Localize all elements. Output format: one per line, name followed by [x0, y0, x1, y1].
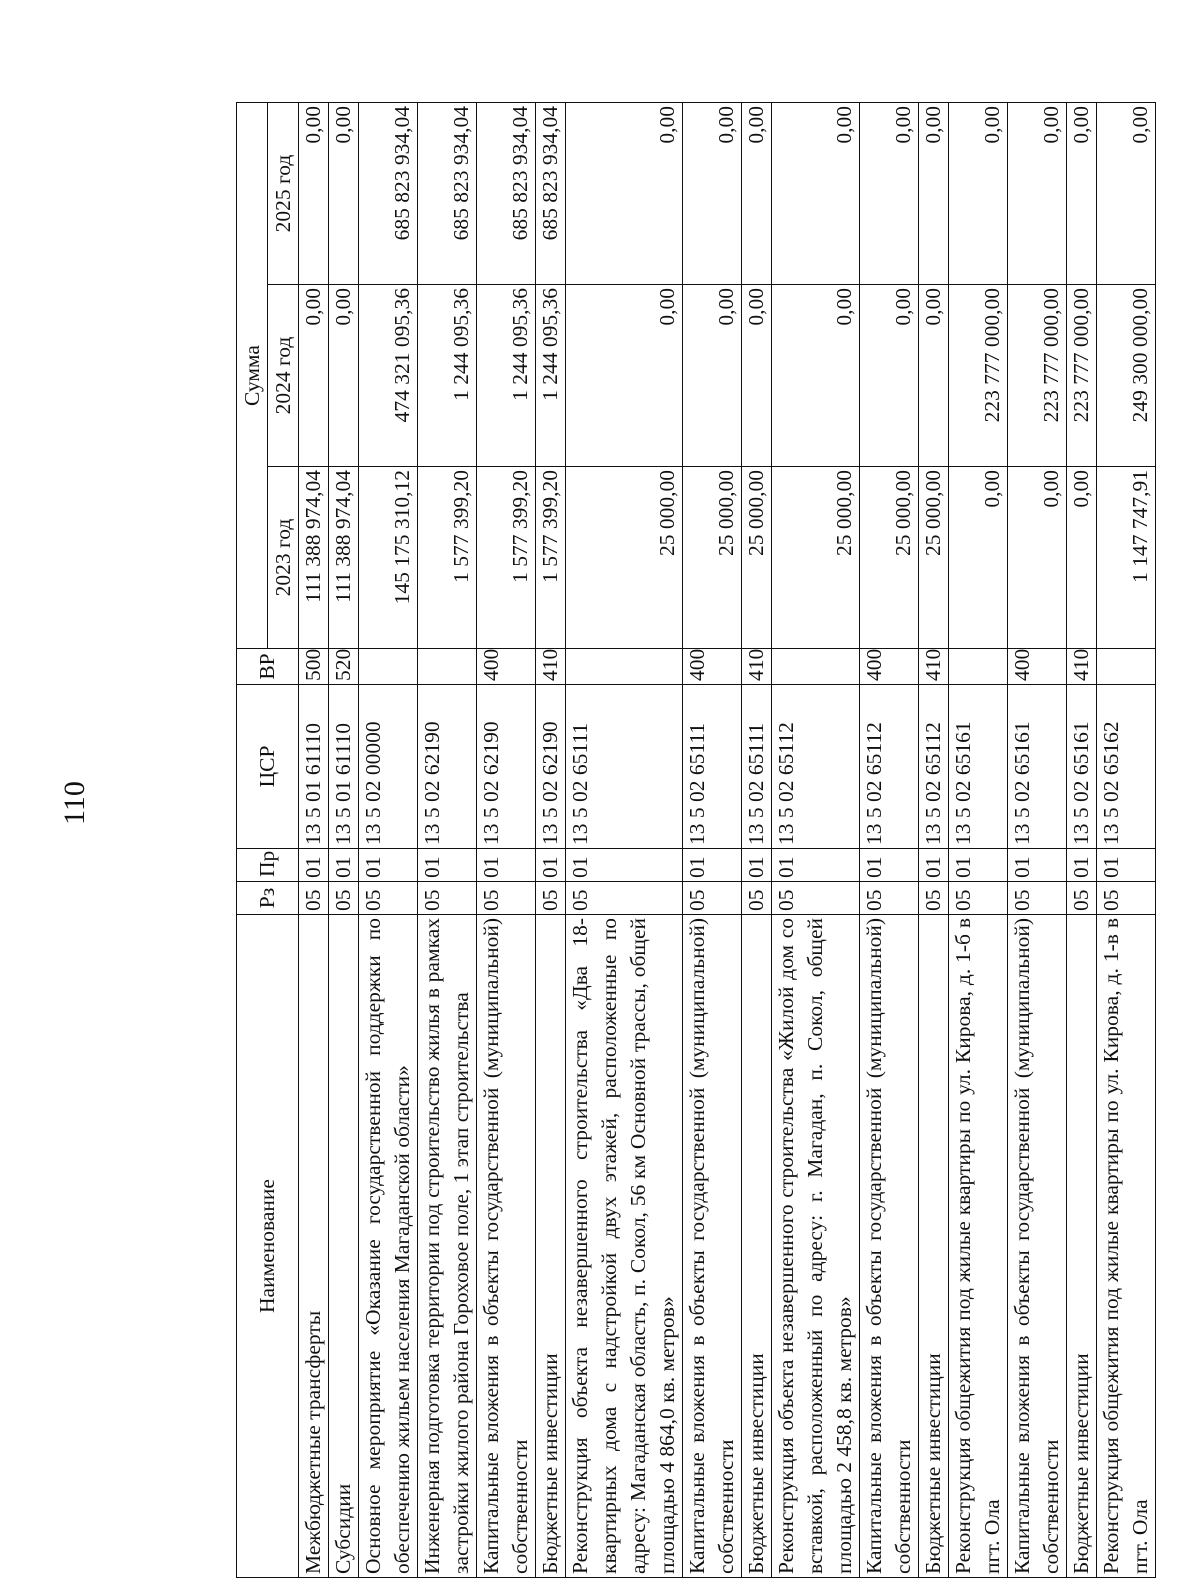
cell-rz: 05: [1008, 882, 1067, 915]
cell-pr: 01: [536, 849, 566, 882]
cell-y2025: 685 823 934,04: [536, 103, 566, 285]
table-row: [536, 103, 566, 1578]
cell-name: Реконструкция общежития под жилые квартиры по ул. Кирова, д. 1-б в пгт. Ола: [949, 915, 1008, 1578]
cell-rz: 05: [299, 882, 329, 915]
table-row: [772, 103, 860, 1578]
cell-name: Бюджетные инвестиции: [1067, 915, 1097, 1578]
cell-y2024: 0,00: [919, 285, 949, 467]
cell-name: Бюджетные инвестиции: [742, 915, 772, 1578]
cell-y2023: 25 000,00: [919, 467, 949, 649]
table-row: [299, 103, 329, 1578]
cell-rz: 05: [919, 882, 949, 915]
cell-rz: 05: [1067, 882, 1097, 915]
cell-vr: 400: [683, 649, 742, 685]
cell-y2025: 0,00: [566, 103, 683, 285]
cell-y2023: 1 147 747,91: [1097, 467, 1156, 649]
cell-csr: 13 5 02 00000: [359, 685, 418, 849]
cell-y2023: 0,00: [1008, 467, 1067, 649]
table-row: [1008, 103, 1067, 1578]
rotated-page: [236, 103, 1152, 1578]
cell-rz: 05: [949, 882, 1008, 915]
cell-y2023: 0,00: [1067, 467, 1097, 649]
cell-pr: 01: [477, 849, 536, 882]
cell-y2025: 0,00: [772, 103, 860, 285]
cell-pr: 01: [329, 849, 359, 882]
cell-y2023: 1 577 399,20: [536, 467, 566, 649]
cell-rz: 05: [683, 882, 742, 915]
page-number: 110: [58, 781, 91, 825]
cell-y2023: 145 175 310,12: [359, 467, 418, 649]
cell-pr: 01: [742, 849, 772, 882]
cell-y2024: 223 777 000,00: [949, 285, 1008, 467]
cell-y2025: 0,00: [860, 103, 919, 285]
cell-rz: 05: [772, 882, 860, 915]
cell-pr: 01: [418, 849, 477, 882]
cell-name: Реконструкция объекта незавершенного строительства «Два 18-квартирных дома с надстройкой двух этажей, расположенные по адресу: Магаданская область, п. Сокол, 56 км Основной трассы, общей площадью 4 864,0 кв. метров»: [566, 915, 683, 1578]
cell-rz: 05: [742, 882, 772, 915]
cell-y2024: 0,00: [772, 285, 860, 467]
cell-rz: 05: [1097, 882, 1156, 915]
cell-csr: 13 5 02 65111: [566, 685, 683, 849]
cell-pr: 01: [860, 849, 919, 882]
cell-csr: 13 5 02 62190: [418, 685, 477, 849]
cell-name: Капитальные вложения в объекты государственной (муниципальной) собственности: [1008, 915, 1067, 1578]
cell-y2024: 1 244 095,36: [536, 285, 566, 467]
cell-csr: 13 5 02 62190: [477, 685, 536, 849]
cell-name: Капитальные вложения в объекты государственной (муниципальной) собственности: [477, 915, 536, 1578]
cell-name: Инженерная подготовка территории под строительство жилья в рамках застройки жилого района Гороховое поле, 1 этап строительства: [418, 915, 477, 1578]
cell-pr: 01: [1067, 849, 1097, 882]
table-row: [919, 103, 949, 1578]
cell-y2023: 1 577 399,20: [477, 467, 536, 649]
cell-y2023: 25 000,00: [566, 467, 683, 649]
cell-csr: 13 5 02 65162: [1097, 685, 1156, 849]
col-header-vr: ВР: [237, 649, 299, 685]
cell-pr: 01: [299, 849, 329, 882]
cell-y2023: 25 000,00: [742, 467, 772, 649]
cell-pr: 01: [1097, 849, 1156, 882]
col-header-2025: 2025 год: [268, 103, 299, 285]
cell-name: Капитальные вложения в объекты государственной (муниципальной) собственности: [860, 915, 919, 1578]
cell-csr: 13 5 02 65112: [772, 685, 860, 849]
cell-vr: 400: [1008, 649, 1067, 685]
cell-csr: 13 5 02 65161: [1067, 685, 1097, 849]
cell-y2024: 0,00: [299, 285, 329, 467]
table-row: [860, 103, 919, 1578]
cell-vr: [566, 649, 683, 685]
cell-vr: 520: [329, 649, 359, 685]
table-row: [418, 103, 477, 1578]
budget-table: [236, 102, 1156, 1578]
cell-pr: 01: [683, 849, 742, 882]
cell-vr: 410: [919, 649, 949, 685]
table-row: [1097, 103, 1156, 1578]
cell-name: Реконструкция объекта незавершенного строительства «Жилой дом со вставкой, расположенный по адресу: г. Магадан, п. Сокол, общей площадью 2 458,8 кв. метров»: [772, 915, 860, 1578]
header-row-top: [237, 103, 268, 1578]
cell-y2024: 0,00: [683, 285, 742, 467]
cell-y2023: 0,00: [949, 467, 1008, 649]
cell-y2025: 0,00: [299, 103, 329, 285]
cell-csr: 13 5 01 61110: [299, 685, 329, 849]
col-header-sum: Сумма: [237, 103, 268, 649]
table-body: [299, 103, 1156, 1578]
cell-csr: 13 5 02 65111: [742, 685, 772, 849]
cell-name: Основное мероприятие «Оказание государственной поддержки по обеспечению жильем населения Магаданской области»: [359, 915, 418, 1578]
cell-y2023: 1 577 399,20: [418, 467, 477, 649]
cell-rz: 05: [860, 882, 919, 915]
cell-rz: 05: [359, 882, 418, 915]
cell-y2024: 0,00: [860, 285, 919, 467]
cell-vr: [359, 649, 418, 685]
cell-y2025: 0,00: [1097, 103, 1156, 285]
table-row: [683, 103, 742, 1578]
cell-csr: 13 5 01 61110: [329, 685, 359, 849]
cell-vr: [1097, 649, 1156, 685]
cell-vr: 410: [536, 649, 566, 685]
cell-pr: 01: [949, 849, 1008, 882]
cell-vr: 410: [1067, 649, 1097, 685]
cell-name: Капитальные вложения в объекты государственной (муниципальной) собственности: [683, 915, 742, 1578]
cell-y2025: 0,00: [683, 103, 742, 285]
table-row: [742, 103, 772, 1578]
cell-csr: 13 5 02 65161: [1008, 685, 1067, 849]
cell-csr: 13 5 02 65112: [860, 685, 919, 849]
table-row: [1067, 103, 1097, 1578]
cell-y2025: 0,00: [949, 103, 1008, 285]
cell-pr: 01: [1008, 849, 1067, 882]
cell-rz: 05: [418, 882, 477, 915]
table-row: [566, 103, 683, 1578]
cell-name: Бюджетные инвестиции: [919, 915, 949, 1578]
cell-name: Субсидии: [329, 915, 359, 1578]
cell-y2024: 1 244 095,36: [477, 285, 536, 467]
cell-y2024: 474 321 095,36: [359, 285, 418, 467]
cell-csr: 13 5 02 65161: [949, 685, 1008, 849]
table-row: [359, 103, 418, 1578]
cell-y2023: 111 388 974,04: [329, 467, 359, 649]
cell-y2025: 685 823 934,04: [418, 103, 477, 285]
cell-name: Межбюджетные трансферты: [299, 915, 329, 1578]
cell-y2023: 25 000,00: [860, 467, 919, 649]
cell-y2025: 685 823 934,04: [477, 103, 536, 285]
cell-rz: 05: [329, 882, 359, 915]
cell-rz: 05: [477, 882, 536, 915]
table-row: [477, 103, 536, 1578]
cell-y2025: 0,00: [329, 103, 359, 285]
col-header-2024: 2024 год: [268, 285, 299, 467]
col-header-name: Наименование: [237, 915, 299, 1578]
cell-y2023: 25 000,00: [772, 467, 860, 649]
cell-y2024: 223 777 000,00: [1067, 285, 1097, 467]
cell-y2024: 1 244 095,36: [418, 285, 477, 467]
cell-y2024: 0,00: [566, 285, 683, 467]
cell-vr: 500: [299, 649, 329, 685]
cell-csr: 13 5 02 65112: [919, 685, 949, 849]
cell-rz: 05: [566, 882, 683, 915]
cell-y2025: 685 823 934,04: [359, 103, 418, 285]
cell-y2025: 0,00: [1067, 103, 1097, 285]
cell-vr: [418, 649, 477, 685]
cell-pr: 01: [919, 849, 949, 882]
cell-name: Реконструкция общежития под жилые квартиры по ул. Кирова, д. 1-в в пгт. Ола: [1097, 915, 1156, 1578]
cell-y2024: 0,00: [329, 285, 359, 467]
cell-pr: 01: [772, 849, 860, 882]
cell-y2023: 25 000,00: [683, 467, 742, 649]
table-row: [949, 103, 1008, 1578]
cell-y2024: 249 300 000,00: [1097, 285, 1156, 467]
cell-rz: 05: [536, 882, 566, 915]
col-header-pr: Пр: [237, 849, 299, 882]
col-header-csr: ЦСР: [237, 685, 299, 849]
cell-y2025: 0,00: [742, 103, 772, 285]
col-header-rz: Рз: [237, 882, 299, 915]
cell-pr: 01: [359, 849, 418, 882]
cell-y2025: 0,00: [919, 103, 949, 285]
cell-csr: 13 5 02 65111: [683, 685, 742, 849]
cell-name: Бюджетные инвестиции: [536, 915, 566, 1578]
cell-vr: 400: [860, 649, 919, 685]
cell-csr: 13 5 02 62190: [536, 685, 566, 849]
cell-vr: 410: [742, 649, 772, 685]
table-row: [329, 103, 359, 1578]
cell-y2024: 223 777 000,00: [1008, 285, 1067, 467]
cell-pr: 01: [566, 849, 683, 882]
cell-y2025: 0,00: [1008, 103, 1067, 285]
cell-y2023: 111 388 974,04: [299, 467, 329, 649]
col-header-2023: 2023 год: [268, 467, 299, 649]
cell-vr: [772, 649, 860, 685]
cell-vr: [949, 649, 1008, 685]
cell-vr: 400: [477, 649, 536, 685]
cell-y2024: 0,00: [742, 285, 772, 467]
